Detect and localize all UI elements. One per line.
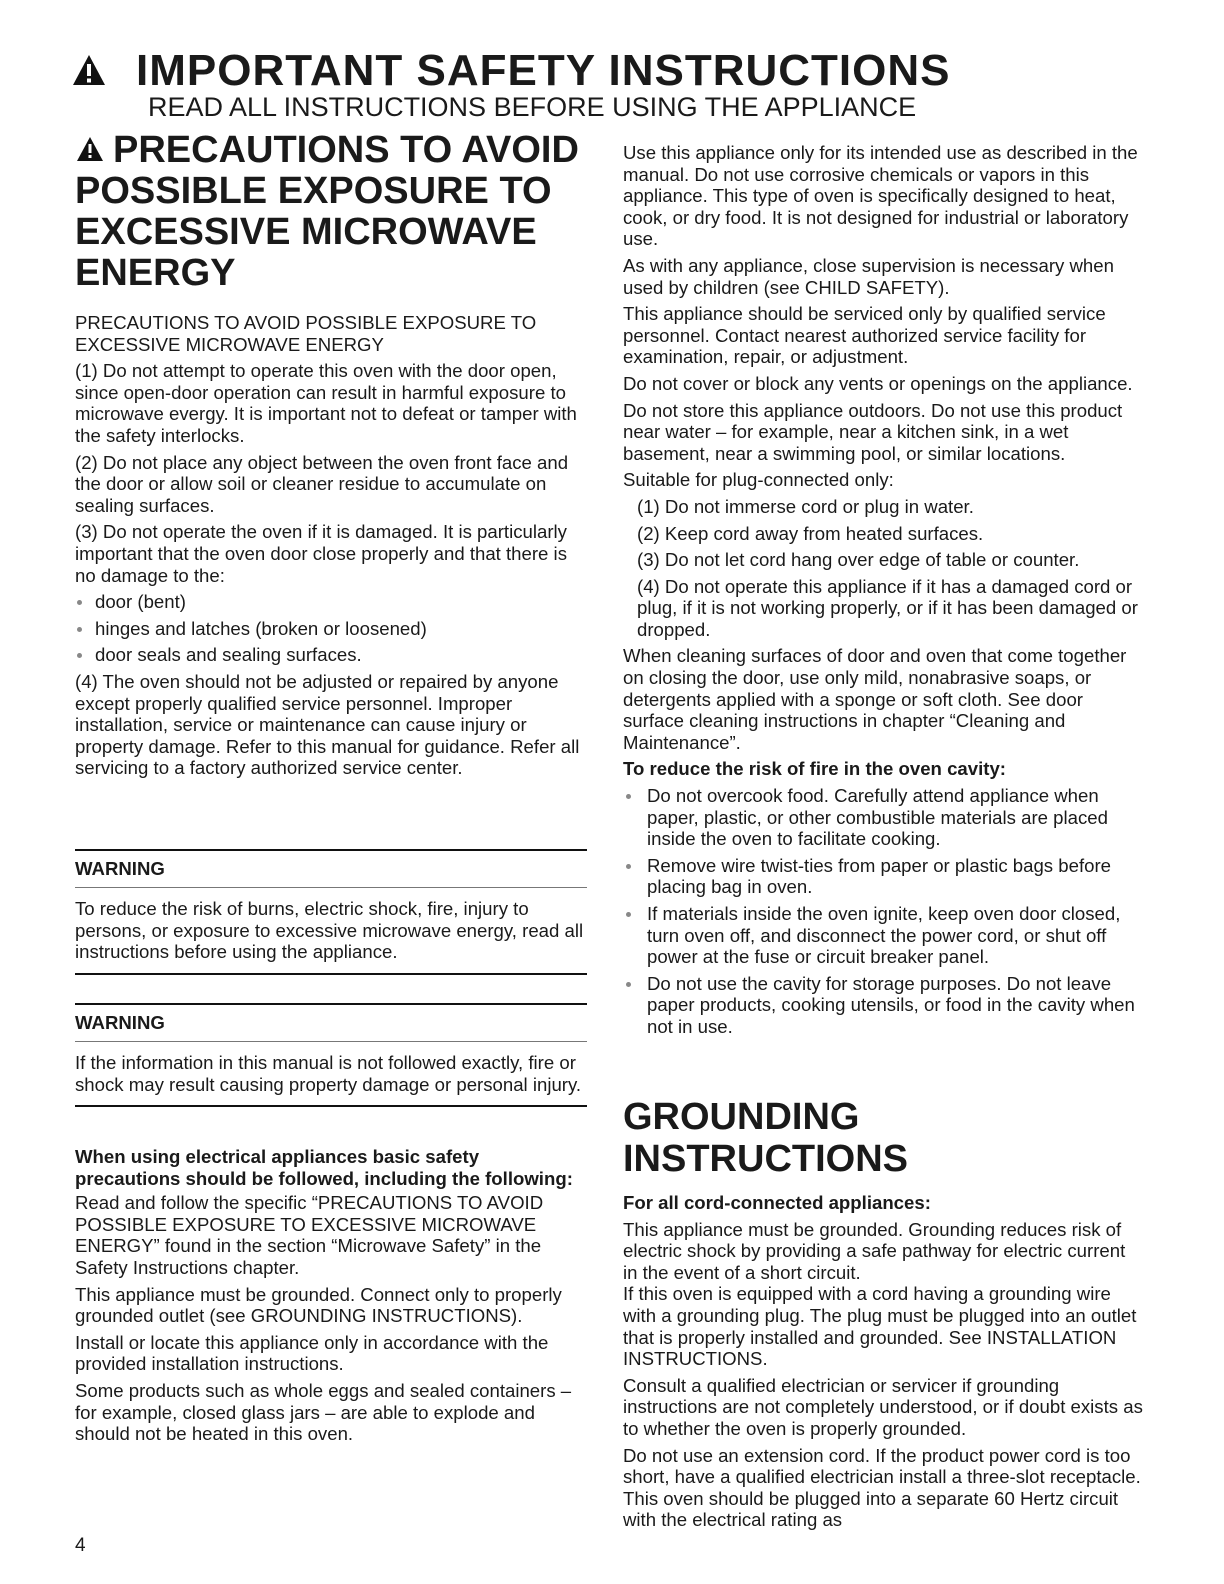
- list-item: door seals and sealing surfaces.: [75, 644, 587, 666]
- warning-text: If the information in this manual is not followed exactly, fire or shock may result causing property damage or personal injury.: [75, 1052, 582, 1095]
- usage-paragraph: As with any appliance, close supervision is necessary when used by children (see CHILD SAFETY).: [623, 254, 1114, 298]
- basic-safety-paragraph: Install or locate this appliance only in accordance with the provided installation instructions.: [75, 1331, 549, 1375]
- bullet-icon: [77, 627, 82, 632]
- cleaning-paragraph: When cleaning surfaces of door and oven that come together on closing the door, use only mild, nonabrasive soaps, or detergents applied with a sponge or soft cloth. See door surface cleaning instructions in chapter “Cleaning and Maintenance”.: [623, 645, 1127, 753]
- usage-paragraph: Do not cover or block any vents or openings on the appliance.: [623, 372, 1133, 394]
- precaution-3: (3) Do not operate the oven if it is damaged. It is particularly important that the oven door close properly and that there is no damage to the:: [75, 521, 567, 586]
- bullet-icon: [77, 600, 82, 605]
- basic-safety-paragraph: Some products such as whole eggs and sealed containers – for example, closed glass jars – are able to explode and should not be heated in this oven.: [75, 1379, 572, 1445]
- basic-safety-paragraph: This appliance must be grounded. Connect only to properly grounded outlet (see GROUNDING INSTRUCTIONS).: [75, 1283, 562, 1327]
- list-item: If materials inside the oven ignite, keep oven door closed, turn oven off, and disconnect the power cord, or shut off power at the fuse or circuit breaker panel.: [623, 903, 1143, 968]
- precautions-intro: PRECAUTIONS TO AVOID POSSIBLE EXPOSURE TO EXCESSIVE MICROWAVE ENERGY: [75, 312, 537, 355]
- basic-safety-heading: When using electrical appliances basic safety precautions should be followed, including the following:: [75, 1146, 573, 1189]
- usage-paragraph: Do not store this appliance outdoors. Do not use this product near water – for example, near a kitchen sink, in a wet basement, near a swimming pool, or similar locations.: [623, 399, 1123, 464]
- precaution-2: (2) Do not place any object between the oven front face and the door or allow soil or cleaner residue to accumulate on sealing surfaces.: [75, 451, 569, 516]
- basic-safety-section: [75, 1146, 587, 1445]
- list-item: Remove wire twist-ties from paper or plastic bags before placing bag in oven.: [623, 855, 1143, 898]
- grounding-heading: GROUNDING INSTRUCTIONS: [623, 1096, 908, 1180]
- warning-title: WARNING: [75, 851, 587, 888]
- list-item: Do not overcook food. Carefully attend appliance when paper, plastic, or other combustible materials are placed inside the oven to facilitate cooking.: [623, 785, 1143, 850]
- bullet-icon: [626, 982, 631, 987]
- grounding-paragraph: Do not use an extension cord. If the product power cord is too short, have a qualified electrician install a three-slot receptacle. This oven should be plugged into a separate 60 Hertz circuit with the electrical rating as: [623, 1444, 1141, 1531]
- page-number: 4: [75, 1535, 86, 1556]
- warning-triangle-icon: [75, 132, 105, 162]
- cord-item: (3) Do not let cord hang over edge of table or counter.: [637, 549, 1080, 571]
- cord-item: (2) Keep cord away from heated surfaces.: [637, 522, 984, 544]
- warning-box-2: [75, 1003, 587, 1107]
- list-item: Do not use the cavity for storage purposes. Do not leave paper products, cooking utensils, or food in the cavity when not in use.: [623, 973, 1143, 1038]
- list-item: door (bent): [75, 591, 587, 613]
- bullet-icon: [77, 653, 82, 658]
- right-column: [623, 142, 1143, 1038]
- warning-text: To reduce the risk of burns, electric shock, fire, injury to persons, or exposure to excessive microwave energy, read all instructions before using the appliance.: [75, 898, 584, 963]
- grounding-paragraph: Consult a qualified electrician or servicer if grounding instructions are not completely understood, or if doubt exists as to whether the oven is properly grounded.: [623, 1374, 1143, 1439]
- grounding-paragraph: If this oven is equipped with a cord having a grounding wire with a grounding plug. The plug must be plugged into an outlet that is properly installed and grounded. See INSTALLATION INSTRUCTIONS.: [623, 1283, 1137, 1370]
- grounding-section: [623, 1096, 1143, 1531]
- bullet-icon: [626, 912, 631, 917]
- precaution-1: (1) Do not attempt to operate this oven with the door open, since open-door operation can result in harmful exposure to microwave evergy. It is important not to defeat or tamper with the safety interlocks.: [75, 360, 577, 446]
- page-subtitle: READ ALL INSTRUCTIONS BEFORE USING THE APPLIANCE: [148, 92, 917, 122]
- page-title: [70, 46, 951, 96]
- warning-title: WARNING: [75, 1005, 587, 1042]
- grounding-paragraph: This appliance must be grounded. Grounding reduces risk of electric shock by providing a safe pathway for electric current in the event of a short circuit.: [623, 1218, 1126, 1283]
- usage-paragraph: Suitable for plug-connected only:: [623, 469, 894, 491]
- basic-safety-paragraph: Read and follow the specific “PRECAUTIONS TO AVOID POSSIBLE EXPOSURE TO EXCESSIVE MICROWAVE ENERGY” found in the section “Microwave Safety” in the Safety Instructions chapter.: [75, 1192, 544, 1278]
- usage-paragraph: This appliance should be serviced only by qualified service personnel. Contact nearest authorized service facility for examination, repair, or adjustment.: [623, 303, 1106, 368]
- precaution-4: (4) The oven should not be adjusted or repaired by anyone except properly qualified service personnel. Improper installation, service or maintenance can cause injury or property damage. Refer to this manual for guidance. Refer all servicing to a factory authorized service center.: [75, 670, 580, 779]
- list-item: hinges and latches (broken or loosened): [75, 618, 587, 640]
- warning-triangle-icon: [70, 49, 108, 89]
- precautions-heading-text: PRECAUTIONS TO AVOID POSSIBLE EXPOSURE TO EXCESSIVE MICROWAVE ENERGY: [75, 129, 579, 294]
- warning-box-1: [75, 849, 587, 975]
- bullet-icon: [626, 794, 631, 799]
- left-column: [75, 130, 587, 779]
- cord-connected-heading: For all cord-connected appliances:: [623, 1192, 931, 1213]
- cord-item: (1) Do not immerse cord or plug in water.: [637, 495, 974, 517]
- page-title-text: IMPORTANT SAFETY INSTRUCTIONS: [136, 46, 951, 95]
- usage-paragraph: Use this appliance only for its intended use as described in the manual. Do not use corrosive chemicals or vapors in this appliance. This type of oven is specifically designed to heat, cook, or dry food. It is not designed for industrial or laboratory use.: [623, 142, 1138, 250]
- precautions-heading: [75, 130, 587, 294]
- fire-risk-heading: To reduce the risk of fire in the oven cavity:: [623, 758, 1006, 780]
- cord-item: (4) Do not operate this appliance if it has a damaged cord or plug, if it is not working properly, or if it has been damaged or dropped.: [637, 575, 1138, 640]
- bullet-icon: [626, 864, 631, 869]
